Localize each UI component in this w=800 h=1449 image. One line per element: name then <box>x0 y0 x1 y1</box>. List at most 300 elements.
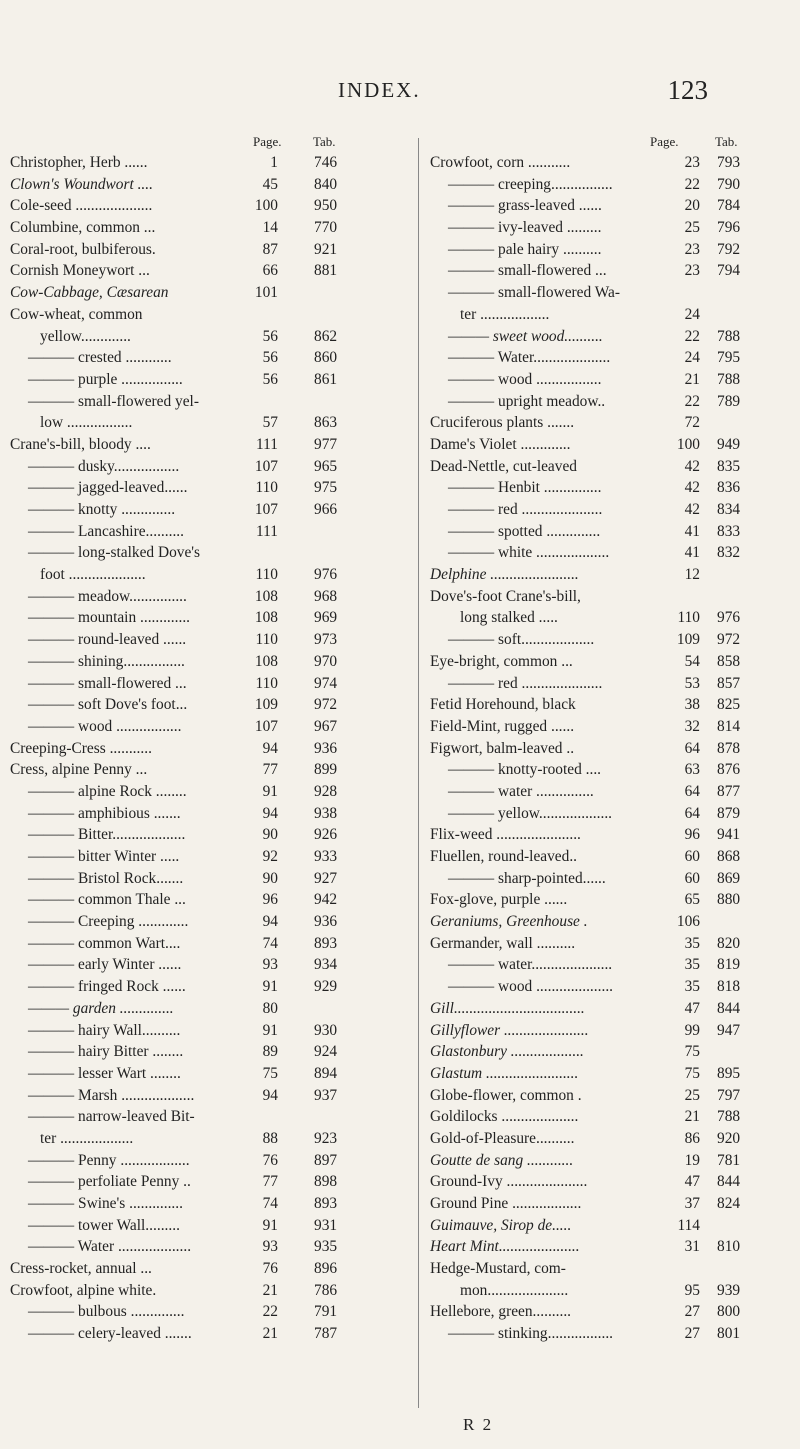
entry-page: 21 <box>684 1108 700 1126</box>
entry-tab: 977 <box>314 435 338 453</box>
entry-text: ——— knotty .............. <box>28 501 176 518</box>
entry-tab: 930 <box>314 1021 338 1039</box>
entry-text: ——— Bristol Rock....... <box>28 869 184 887</box>
entry-page: 56 <box>262 349 278 367</box>
entry-tab: 949 <box>717 435 741 453</box>
entry-tab: 801 <box>717 1325 741 1343</box>
entry-tab: 924 <box>314 1043 338 1061</box>
entry-text: ——— spotted .............. <box>448 522 601 540</box>
entry-text: ——— small-flowered yel- <box>28 392 199 410</box>
entry-tab: 876 <box>717 761 741 779</box>
entry-text: ter ................... <box>40 1129 134 1147</box>
entry-page: 96 <box>684 826 700 844</box>
index-entry <box>430 458 780 480</box>
entry-page: 94 <box>262 913 278 931</box>
entry-page: 42 <box>684 479 700 497</box>
entry-text: ——— Lancashire.......... <box>28 522 185 540</box>
entry-page: 110 <box>255 479 278 497</box>
index-entry <box>10 653 415 675</box>
entry-text: ——— tower Wall......... <box>28 1216 180 1234</box>
entry-text: ——— mountain ............. <box>28 609 191 627</box>
entry-page: 22 <box>684 175 700 193</box>
page-number: 123 <box>667 75 708 105</box>
entry-tab: 933 <box>314 848 338 865</box>
entry-text: Crowfoot, corn ........... <box>430 154 571 171</box>
index-column-right <box>430 134 780 1347</box>
index-entry <box>10 1173 415 1195</box>
entry-text: ——— amphibious ....... <box>28 804 181 822</box>
entry-text: ——— red ..................... <box>448 674 603 692</box>
entry-tab: 863 <box>314 414 338 432</box>
entry-page: 22 <box>684 327 700 345</box>
entry-page: 37 <box>684 1195 700 1212</box>
entry-text: ——— shining................ <box>28 652 185 670</box>
entry-tab: 861 <box>314 370 338 388</box>
index-entry <box>10 501 415 523</box>
entry-page: 76 <box>262 1260 278 1278</box>
entry-tab: 770 <box>314 219 338 237</box>
entry-page: 27 <box>684 1325 700 1343</box>
entry-text: long stalked ..... <box>460 609 558 627</box>
entry-text: Crane's-bill, bloody .... <box>10 435 151 453</box>
entry-page: 53 <box>684 674 700 692</box>
index-entry <box>430 1087 780 1109</box>
entry-text: Gill.................................. <box>430 999 585 1017</box>
entry-page: 74 <box>262 934 278 952</box>
index-entry <box>10 913 415 935</box>
entry-text: ——— bulbous .............. <box>28 1303 185 1321</box>
index-entry <box>430 761 780 783</box>
entry-page: 42 <box>684 501 700 518</box>
index-entry <box>10 935 415 957</box>
entry-page: 31 <box>684 1238 700 1256</box>
entry-page: 23 <box>684 240 700 258</box>
entry-tab: 936 <box>314 913 338 931</box>
entry-text: ——— hairy Bitter ........ <box>28 1043 184 1061</box>
index-entry <box>10 1325 415 1347</box>
entry-page: 99 <box>684 1021 700 1039</box>
entry-page: 42 <box>684 457 700 475</box>
entry-tab: 800 <box>717 1303 741 1321</box>
entry-tab: 877 <box>717 782 741 800</box>
entry-tab: 923 <box>314 1129 338 1147</box>
index-entry <box>10 1303 415 1325</box>
entry-text: Flix-weed ...................... <box>430 826 581 844</box>
entry-tab: 974 <box>314 674 338 692</box>
signature-mark: R 2 <box>463 1415 494 1434</box>
entry-page: 64 <box>684 782 700 800</box>
entry-page: 57 <box>262 414 278 432</box>
entry-page: 47 <box>684 1173 700 1191</box>
index-entry <box>10 523 415 545</box>
entry-tab: 793 <box>717 154 741 171</box>
entry-page: 108 <box>254 609 278 627</box>
index-entry <box>430 219 780 241</box>
entry-text: Gold-of-Pleasure.......... <box>430 1129 575 1147</box>
index-entry <box>430 501 780 523</box>
entry-tab: 894 <box>314 1064 338 1082</box>
entry-tab: 862 <box>314 327 338 345</box>
entry-tab: 788 <box>717 370 741 388</box>
entry-tab: 819 <box>717 956 741 974</box>
column-header <box>430 134 780 154</box>
entry-tab: 860 <box>314 349 338 367</box>
entry-text: mon..................... <box>460 1281 569 1299</box>
entry-tab: 818 <box>717 978 741 996</box>
entry-tab: 921 <box>314 240 338 258</box>
index-entry <box>10 458 415 480</box>
entry-page: 77 <box>262 1173 278 1191</box>
entry-page: 75 <box>684 1064 700 1082</box>
index-column-left <box>10 134 415 1347</box>
entry-text: Fluellen, round-leaved.. <box>430 848 578 865</box>
entry-text: ——— Swine's .............. <box>28 1195 183 1212</box>
index-entry <box>430 740 780 762</box>
entry-tab: 970 <box>314 652 338 670</box>
entry-page: 90 <box>262 826 278 844</box>
entry-tab: 942 <box>314 891 338 909</box>
index-entry <box>430 1043 780 1065</box>
entry-text: ——— common Thale ... <box>28 891 186 909</box>
entry-page: 107 <box>254 457 278 475</box>
entry-page: 93 <box>262 1238 278 1256</box>
entry-page: 109 <box>254 696 278 714</box>
entry-tab: 950 <box>314 197 338 215</box>
index-entry <box>10 1108 415 1130</box>
index-entries-left <box>10 154 415 1347</box>
entry-page: 27 <box>684 1303 700 1321</box>
entry-tab: 893 <box>314 934 338 952</box>
entry-tab: 898 <box>314 1173 338 1191</box>
tab-column-label: Tab. <box>715 134 738 149</box>
entry-tab: 844 <box>717 999 741 1017</box>
entry-text: ——— Marsh ................... <box>28 1086 195 1104</box>
entry-page: 20 <box>684 197 700 215</box>
entry-text: Coral-root, bulbiferous. <box>10 240 156 258</box>
entry-tab: 936 <box>314 739 338 757</box>
index-entry <box>430 913 780 935</box>
entry-text: ——— creeping................ <box>448 175 613 193</box>
page-column-label: Page. <box>253 134 282 149</box>
entry-page: 100 <box>676 435 700 453</box>
entry-tab: 972 <box>314 696 338 714</box>
entry-tab: 895 <box>717 1064 741 1082</box>
entry-tab: 824 <box>717 1195 741 1212</box>
entry-text: Goutte de sang ............ <box>430 1151 574 1169</box>
column-divider <box>418 138 419 1408</box>
entry-text: ——— fringed Rock ...... <box>28 978 186 996</box>
entry-page: 114 <box>677 1216 700 1234</box>
running-title: INDEX. <box>338 78 421 102</box>
entry-tab: 935 <box>314 1238 338 1256</box>
index-entry <box>10 479 415 501</box>
index-entry <box>10 154 415 176</box>
entry-tab: 832 <box>717 544 741 562</box>
index-entry <box>10 306 415 328</box>
index-entry <box>10 978 415 1000</box>
entry-tab: 973 <box>314 631 338 649</box>
entry-page: 93 <box>262 956 278 974</box>
index-entry <box>10 805 415 827</box>
entry-page: 56 <box>262 327 278 345</box>
entry-page: 24 <box>684 305 700 323</box>
entry-page: 12 <box>684 566 700 584</box>
entry-text: ——— meadow............... <box>28 587 187 605</box>
entry-text: ——— celery-leaved ....... <box>28 1325 192 1343</box>
entry-tab: 825 <box>717 696 741 714</box>
entry-tab: 897 <box>314 1151 338 1169</box>
entry-page: 64 <box>684 804 700 822</box>
index-entry <box>10 718 415 740</box>
entry-page: 35 <box>684 956 700 974</box>
entry-tab: 795 <box>717 349 741 367</box>
entry-page: 90 <box>262 869 278 887</box>
index-entry <box>430 1000 780 1022</box>
entry-tab: 858 <box>717 652 741 670</box>
index-entry <box>430 675 780 697</box>
entry-page: 74 <box>262 1195 278 1212</box>
entry-text: ——— Henbit ............... <box>448 479 602 497</box>
entry-tab: 746 <box>314 154 338 171</box>
index-entry <box>10 328 415 350</box>
entry-text: ——— soft Dove's foot... <box>28 696 188 714</box>
entry-text: ——— yellow................... <box>448 804 613 822</box>
index-entry <box>430 371 780 393</box>
index-entry <box>10 870 415 892</box>
index-entry <box>430 870 780 892</box>
entry-tab: 947 <box>717 1021 741 1039</box>
entry-text: Figwort, balm-leaved .. <box>430 739 575 757</box>
index-entry <box>430 523 780 545</box>
entry-tab: 794 <box>717 262 741 280</box>
entry-page: 65 <box>684 891 700 909</box>
index-entry <box>10 740 415 762</box>
entry-page: 111 <box>256 522 278 540</box>
entry-page: 91 <box>262 1021 278 1039</box>
entry-text: ——— dusky................. <box>28 457 180 475</box>
entry-page: 94 <box>262 739 278 757</box>
entry-text: ——— wood .................... <box>448 978 614 996</box>
entry-page: 21 <box>684 370 700 388</box>
tab-column-label: Tab. <box>313 134 336 149</box>
entry-text: ——— pale hairy .......... <box>448 240 602 258</box>
entry-text: ——— small-flowered ... <box>28 674 187 692</box>
index-entry <box>430 284 780 306</box>
entry-text: ——— stinking................. <box>448 1325 614 1343</box>
entry-text: Creeping-Cress ........... <box>10 739 152 757</box>
index-entry <box>10 1043 415 1065</box>
entry-page: 91 <box>262 1216 278 1234</box>
entry-tab: 965 <box>314 457 338 475</box>
entry-text: Glastum ........................ <box>430 1064 579 1082</box>
entry-text: Hedge-Mustard, com- <box>430 1260 566 1278</box>
entry-page: 35 <box>684 978 700 996</box>
entry-page: 87 <box>262 240 278 258</box>
entry-tab: 788 <box>717 327 741 345</box>
entry-tab: 784 <box>717 197 741 215</box>
entry-text: foot .................... <box>40 566 146 584</box>
index-entry <box>430 1065 780 1087</box>
entry-text: ——— wood ................. <box>448 370 602 388</box>
index-entry <box>430 783 780 805</box>
entry-tab: 920 <box>717 1129 741 1147</box>
index-entry <box>10 544 415 566</box>
entry-page: 41 <box>684 522 700 540</box>
entry-tab: 899 <box>314 761 338 779</box>
entry-text: Guimauve, Sirop de..... <box>430 1216 572 1234</box>
entry-text: ——— lesser Wart ........ <box>28 1064 181 1082</box>
entry-text: ——— white ................... <box>448 544 610 562</box>
index-entry <box>430 588 780 610</box>
entry-page: 80 <box>262 999 278 1017</box>
entry-page: 41 <box>684 544 700 562</box>
entry-text: ——— grass-leaved ...... <box>448 197 602 215</box>
index-entry <box>10 1238 415 1260</box>
index-entry <box>430 349 780 371</box>
index-entry <box>430 1108 780 1130</box>
entry-page: 101 <box>254 284 278 302</box>
entry-text: yellow............. <box>40 327 131 345</box>
entry-page: 77 <box>262 761 278 779</box>
index-entry <box>430 393 780 415</box>
entry-text: ——— Creeping ............. <box>28 913 189 931</box>
entry-page: 25 <box>684 1086 700 1104</box>
entry-text: ——— narrow-leaved Bit- <box>28 1108 195 1126</box>
entry-text: ——— small-flowered ... <box>448 262 607 280</box>
entry-page: 60 <box>684 848 700 865</box>
entry-page: 35 <box>684 934 700 952</box>
index-entry <box>10 891 415 913</box>
entry-tab: 844 <box>717 1173 741 1191</box>
entry-page: 95 <box>684 1281 700 1299</box>
index-entry <box>10 1000 415 1022</box>
entry-text: Fetid Horehound, black <box>430 696 576 714</box>
entry-tab: 868 <box>717 848 741 865</box>
entry-tab: 788 <box>717 1108 741 1126</box>
index-entry <box>430 241 780 263</box>
entry-tab: 972 <box>717 631 741 649</box>
entry-tab: 937 <box>314 1086 338 1104</box>
index-entry <box>10 609 415 631</box>
entry-page: 1 <box>270 154 278 171</box>
index-entry <box>10 631 415 653</box>
entry-tab: 869 <box>717 869 741 887</box>
index-entry <box>430 479 780 501</box>
index-entry <box>10 262 415 284</box>
entry-tab: 857 <box>717 674 741 692</box>
entry-page: 110 <box>255 674 278 692</box>
entry-text: ——— water ............... <box>448 782 594 800</box>
entry-tab: 814 <box>717 717 741 735</box>
entry-text: Christopher, Herb ...... <box>10 154 148 171</box>
index-entry <box>10 219 415 241</box>
entry-text: ——— water..................... <box>448 956 613 974</box>
page-column-label: Page. <box>650 134 679 149</box>
entry-tab: 787 <box>314 1325 338 1343</box>
index-entry <box>10 696 415 718</box>
entry-tab: 797 <box>717 1086 741 1104</box>
index-entry <box>10 1087 415 1109</box>
entry-text: low ................. <box>40 414 133 432</box>
index-entry <box>430 1217 780 1239</box>
entry-page: 94 <box>262 804 278 822</box>
entry-page: 76 <box>262 1151 278 1169</box>
index-entry <box>430 1195 780 1217</box>
index-entry <box>430 154 780 176</box>
entry-page: 107 <box>254 717 278 735</box>
entry-text: ——— common Wart.... <box>28 934 181 952</box>
index-entry <box>430 414 780 436</box>
index-entry <box>430 718 780 740</box>
entry-page: 22 <box>684 392 700 410</box>
entry-page: 23 <box>684 154 700 171</box>
index-entry <box>10 1022 415 1044</box>
index-entry <box>10 241 415 263</box>
index-entry <box>430 1130 780 1152</box>
entry-text: ——— soft................... <box>448 631 595 649</box>
index-entry <box>430 1325 780 1347</box>
entry-page: 88 <box>262 1129 278 1147</box>
entry-tab: 927 <box>314 869 338 887</box>
entry-text: ——— sweet wood.......... <box>448 327 603 345</box>
entry-page: 100 <box>254 197 278 215</box>
entry-page: 32 <box>684 717 700 735</box>
entry-page: 106 <box>676 913 700 931</box>
entry-text: Dove's-foot Crane's-bill, <box>430 587 581 605</box>
entry-text: Cress-rocket, annual ... <box>10 1260 152 1278</box>
entry-tab: 786 <box>314 1281 338 1299</box>
entry-tab: 810 <box>717 1238 741 1256</box>
entry-text: ——— garden .............. <box>28 999 174 1017</box>
index-entry <box>430 1022 780 1044</box>
entry-text: Cole-seed .................... <box>10 197 153 215</box>
entry-text: ——— hairy Wall.......... <box>28 1021 181 1039</box>
entry-page: 21 <box>262 1281 278 1299</box>
entry-page: 110 <box>677 609 700 627</box>
entry-text: ——— knotty-rooted .... <box>448 761 602 779</box>
index-entry <box>10 675 415 697</box>
index-entry <box>430 176 780 198</box>
entry-page: 60 <box>684 869 700 887</box>
entry-text: Germander, wall .......... <box>430 934 576 952</box>
index-entry <box>430 1282 780 1304</box>
entry-text: ——— long-stalked Dove's <box>28 544 201 562</box>
entry-tab: 879 <box>717 804 741 822</box>
entry-page: 108 <box>254 587 278 605</box>
index-entry <box>430 956 780 978</box>
index-entries-right <box>430 154 780 1347</box>
entry-page: 22 <box>262 1303 278 1321</box>
entry-page: 107 <box>254 501 278 518</box>
entry-tab: 878 <box>717 739 741 757</box>
entry-page: 14 <box>262 219 278 237</box>
entry-tab: 836 <box>717 479 741 497</box>
entry-tab: 938 <box>314 804 338 822</box>
entry-text: Gillyflower ...................... <box>430 1021 589 1039</box>
entry-tab: 789 <box>717 392 741 410</box>
entry-text: Columbine, common ... <box>10 219 156 237</box>
entry-page: 89 <box>262 1043 278 1061</box>
column-header <box>10 134 415 154</box>
index-entry <box>10 1065 415 1087</box>
entry-text: Eye-bright, common ... <box>430 652 573 670</box>
index-entry <box>430 1173 780 1195</box>
index-entry <box>10 1130 415 1152</box>
entry-tab: 934 <box>314 956 338 974</box>
entry-tab: 975 <box>314 479 338 497</box>
index-entry <box>430 653 780 675</box>
entry-text: Ground-Ivy ..................... <box>430 1173 588 1191</box>
